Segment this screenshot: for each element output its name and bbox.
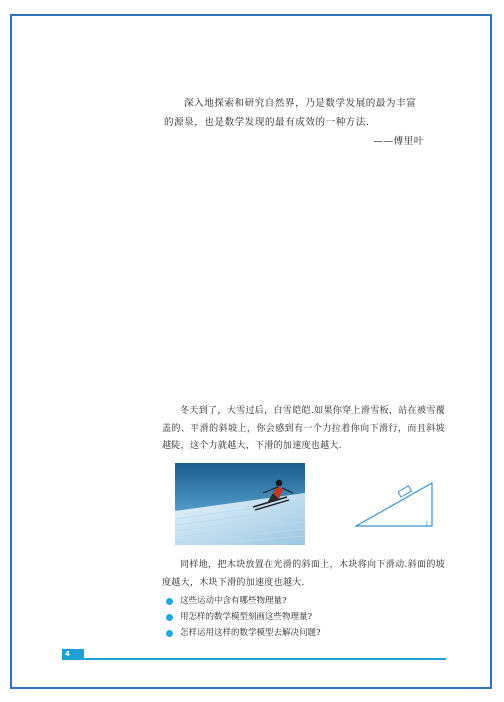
block-paragraph-text: 同样地，把木块放置在光滑的斜面上，木块将向下滑动.斜面的坡度越大，木块下滑的加速度也越大. [162, 560, 445, 588]
block-paragraph [162, 557, 445, 592]
page-number: 4 [62, 649, 84, 660]
bullet-icon [166, 598, 173, 605]
skier-photo-image [175, 463, 305, 545]
intro-paragraph-text: 冬天到了，大雪过后，白雪皑皑.如果你穿上滑雪板，站在被雪覆盖的、平滑的斜坡上，你会感到有一个力拉着你向下滑行，而且斜坡越陡，这个力就越大，下滑的加速度也越大. [162, 406, 445, 451]
inclined-plane-diagram [354, 480, 438, 530]
skier-photo [175, 463, 305, 545]
quote-author: ——傅里叶 [373, 136, 424, 147]
bullet-icon [166, 630, 173, 637]
question-text: 用怎样的数学模型刻画这些物理量? [180, 612, 313, 622]
footer-rule [84, 658, 446, 660]
question-item [166, 593, 446, 609]
inclined-plane-diagram-svg [354, 480, 438, 530]
question-item [166, 625, 446, 641]
question-text: 怎样运用这样的数学模型去解决问题? [180, 628, 321, 638]
question-item [166, 609, 446, 625]
quote-line-1: 深入地探索和研究自然界，乃是数学发展的最为丰富 [184, 98, 417, 109]
intro-paragraph [162, 403, 445, 456]
question-text: 这些运动中含有哪些物理量? [180, 596, 287, 606]
epigraph-quote [164, 94, 446, 151]
bullet-icon [166, 614, 173, 621]
quote-line-2: 的源泉，也是数学发现的最有成效的一种方法. [164, 117, 370, 128]
question-list [166, 593, 446, 641]
